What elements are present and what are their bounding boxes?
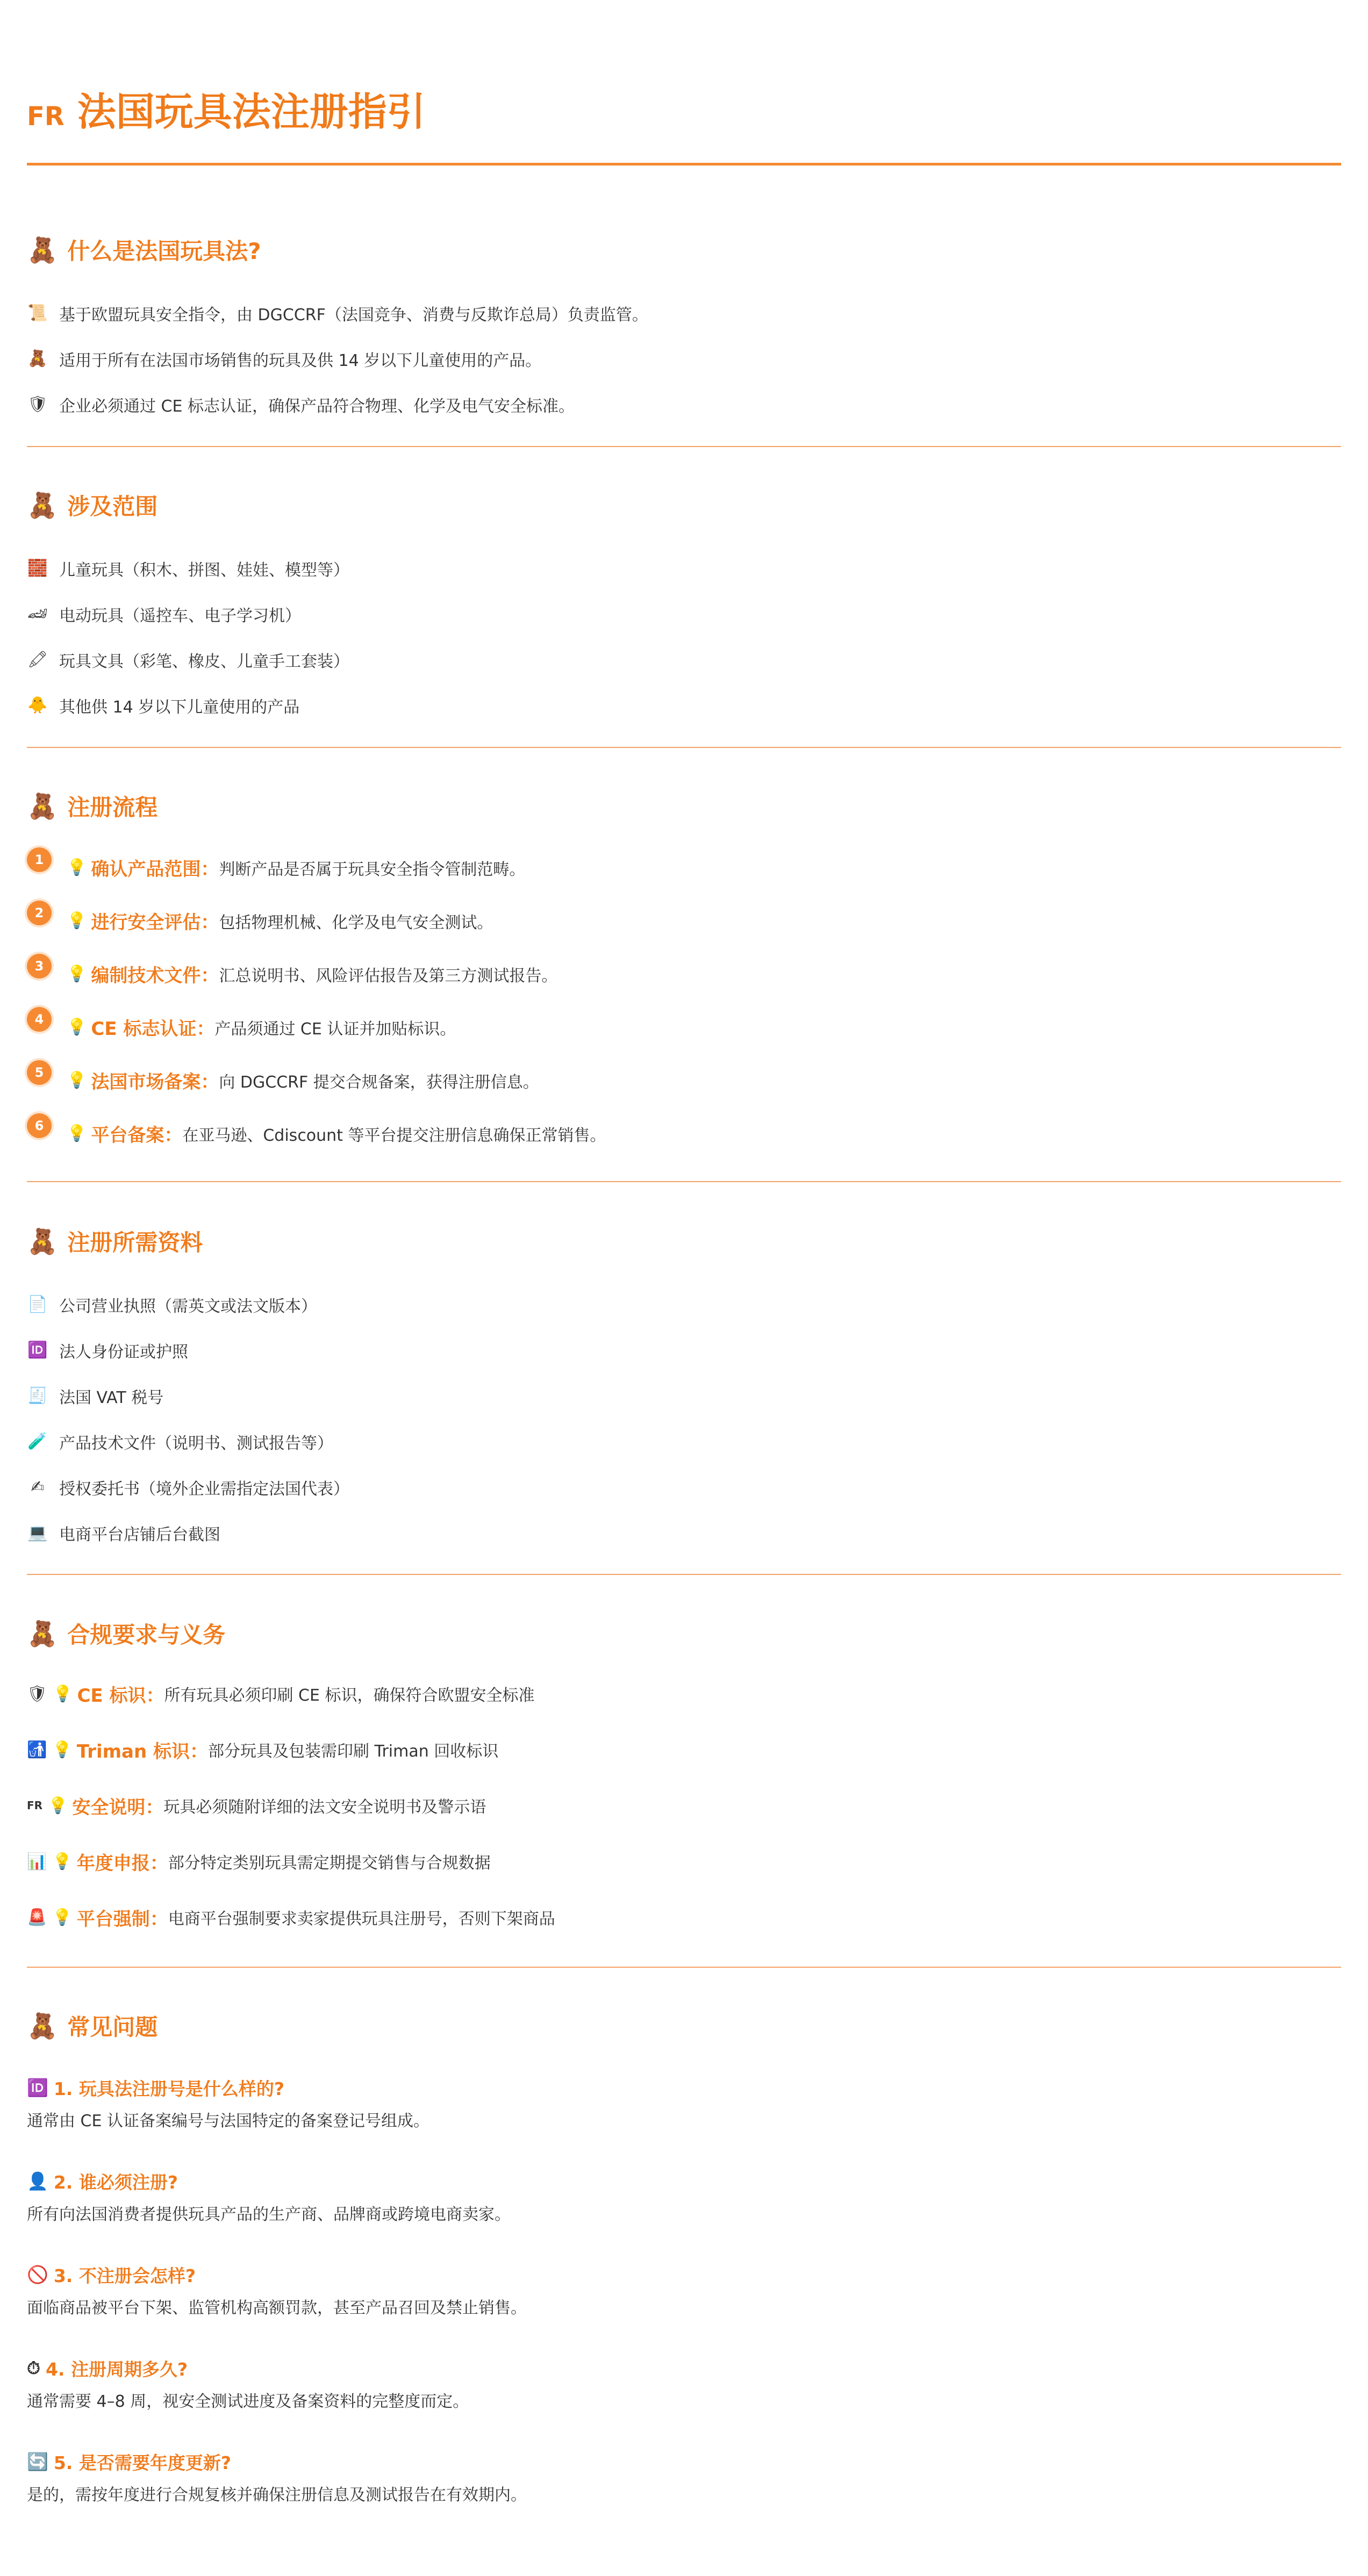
section-process bbox=[27, 787, 1341, 1160]
faq-answer: 是的，需按年度进行合规复核并确保注册信息及测试报告在有效期内。 bbox=[27, 2486, 527, 2505]
faq-item bbox=[27, 2352, 1341, 2415]
light-bulb-icon: 💡 bbox=[67, 858, 87, 877]
list-item-text: 基于欧盟玩具安全指令，由 DGCCRF（法国竞争、消费与反欺诈总局）负责监管。 bbox=[59, 305, 648, 325]
step-label: CE 标志认证： bbox=[91, 1018, 215, 1040]
light-bulb-icon: 💡 bbox=[48, 1796, 68, 1815]
test-tube-icon: 🧪 bbox=[27, 1432, 48, 1451]
faq-answer: 所有向法国消费者提供玩具产品的生产商、品牌商或跨境电商卖家。 bbox=[27, 2205, 511, 2224]
list-item-text: 其他供 14 岁以下儿童使用的产品 bbox=[59, 697, 300, 717]
requirement-item bbox=[27, 1889, 1341, 1945]
step-number: 3 bbox=[27, 954, 52, 978]
crayon-icon: 🖍 bbox=[27, 650, 48, 669]
light-bulb-icon: 💡 bbox=[67, 965, 87, 983]
teddy-bear-icon: 🧸 bbox=[27, 791, 58, 821]
section-title: 注册流程 bbox=[67, 794, 158, 821]
faq-question bbox=[27, 2352, 1341, 2384]
step-text: 向 DGCCRF 提交合规备案，获得注册信息。 bbox=[219, 1073, 539, 1092]
shield-icon: 🛡 bbox=[27, 395, 48, 414]
refresh-icon: 🔄 bbox=[27, 2451, 48, 2472]
section-header bbox=[27, 1222, 1341, 1260]
list-item bbox=[27, 1327, 1341, 1373]
prohibited-icon: 🚫 bbox=[27, 2264, 48, 2285]
list-item bbox=[27, 545, 1341, 591]
list-item-text: 电动玩具（遥控车、电子学习机） bbox=[59, 606, 301, 625]
section-header bbox=[27, 231, 1341, 269]
title-divider bbox=[27, 163, 1341, 166]
section-title: 涉及范围 bbox=[67, 493, 158, 520]
page-header bbox=[27, 81, 426, 136]
list-item-text: 玩具文具（彩笔、橡皮、儿童手工套装） bbox=[59, 652, 349, 671]
step-number: 2 bbox=[27, 901, 52, 925]
list-item bbox=[27, 1373, 1341, 1419]
computer-icon: 💻 bbox=[27, 1523, 48, 1542]
list-item-text: 授权委托书（境外企业需指定法国代表） bbox=[59, 1479, 349, 1499]
step-text: 产品须通过 CE 认证并加贴标识。 bbox=[214, 1019, 456, 1039]
section-materials bbox=[27, 1222, 1341, 1556]
step-label: 编制技术文件： bbox=[91, 965, 219, 987]
list-item bbox=[27, 591, 1341, 637]
list-item bbox=[27, 1419, 1341, 1464]
light-bulb-icon: 💡 bbox=[67, 911, 87, 930]
list-item bbox=[27, 637, 1341, 682]
requirement-text: 部分玩具及包装需印刷 Triman 回收标识 bbox=[208, 1742, 499, 1761]
light-bulb-icon: 💡 bbox=[53, 1684, 73, 1703]
shield-icon: 🛡 bbox=[27, 1684, 48, 1703]
section-title: 什么是法国玩具法? bbox=[67, 238, 261, 264]
list-item bbox=[27, 1464, 1341, 1510]
section-header bbox=[27, 787, 1341, 825]
requirement-label: 安全说明： bbox=[72, 1796, 164, 1818]
faq-item bbox=[27, 2165, 1341, 2228]
step-label: 平台备案： bbox=[91, 1125, 183, 1146]
list-item bbox=[27, 382, 1341, 427]
faq-question bbox=[27, 2165, 1341, 2197]
requirement-label: 年度申报： bbox=[76, 1852, 168, 1874]
teddy-bear-icon: 🧸 bbox=[27, 349, 48, 368]
faq-answer: 通常需要 4–8 周，视安全测试进度及备案资料的完整度而定。 bbox=[27, 2392, 469, 2411]
section-title: 注册所需资料 bbox=[67, 1229, 203, 1256]
person-icon: 👤 bbox=[27, 2171, 48, 2191]
teddy-bear-icon: 🧸 bbox=[27, 2011, 58, 2040]
requirement-label: CE 标识： bbox=[77, 1685, 164, 1707]
recycle-sign-icon: 🚮 bbox=[27, 1740, 47, 1759]
document-icon: 📄 bbox=[27, 1295, 48, 1314]
faq-question-text: 2. 谁必须注册? bbox=[53, 2171, 178, 2193]
section-title: 常见问题 bbox=[67, 2014, 158, 2040]
requirement-item bbox=[27, 1833, 1341, 1889]
light-bulb-icon: 💡 bbox=[67, 1124, 87, 1143]
section-compliance bbox=[27, 1615, 1341, 1945]
flag-fr-icon: FR bbox=[27, 1799, 43, 1812]
faq-question bbox=[27, 2071, 1341, 2104]
list-item bbox=[27, 290, 1341, 336]
step-number: 4 bbox=[27, 1007, 52, 1032]
scroll-icon: 📜 bbox=[27, 304, 48, 322]
process-step bbox=[27, 1054, 1341, 1107]
requirement-text: 玩具必须随附详细的法文安全说明书及警示语 bbox=[163, 1798, 486, 1817]
list-item-text: 适用于所有在法国市场销售的玩具及供 14 岁以下儿童使用的产品。 bbox=[59, 351, 542, 370]
step-text: 在亚马逊、Cdiscount 等平台提交注册信息确保正常销售。 bbox=[182, 1126, 606, 1145]
list-item-text: 产品技术文件（说明书、测试报告等） bbox=[59, 1434, 333, 1453]
process-step bbox=[27, 894, 1341, 947]
light-bulb-icon: 💡 bbox=[52, 1740, 73, 1759]
faq-item bbox=[27, 2445, 1341, 2509]
section-divider bbox=[27, 747, 1341, 748]
teddy-bear-icon: 🧸 bbox=[27, 1618, 58, 1648]
requirement-label: 平台强制： bbox=[76, 1908, 168, 1930]
requirement-text: 电商平台强制要求卖家提供玩具注册号，否则下架商品 bbox=[168, 1910, 555, 1929]
step-label: 法国市场备案： bbox=[91, 1071, 219, 1093]
process-step bbox=[27, 841, 1341, 894]
light-bulb-icon: 💡 bbox=[52, 1908, 73, 1927]
light-bulb-icon: 💡 bbox=[67, 1071, 87, 1090]
section-divider bbox=[27, 1181, 1341, 1182]
faq-question-text: 5. 是否需要年度更新? bbox=[53, 2452, 231, 2473]
requirement-item bbox=[27, 1666, 1341, 1722]
requirement-text: 所有玩具必须印刷 CE 标识，确保符合欧盟安全标准 bbox=[164, 1686, 535, 1705]
list-item-text: 企业必须通过 CE 标志认证，确保产品符合物理、化学及电气安全标准。 bbox=[59, 397, 575, 416]
step-number: 5 bbox=[27, 1060, 52, 1085]
faq-question bbox=[27, 2445, 1341, 2478]
light-bulb-icon: 💡 bbox=[52, 1852, 73, 1871]
section-header bbox=[27, 1615, 1341, 1652]
faq-question-text: 1. 玩具法注册号是什么样的? bbox=[53, 2078, 284, 2099]
faq-item bbox=[27, 2258, 1341, 2322]
faq-question-text: 3. 不注册会怎样? bbox=[53, 2265, 196, 2286]
process-step bbox=[27, 1107, 1341, 1160]
step-text: 判断产品是否属于玩具安全指令管制范畴。 bbox=[219, 860, 526, 879]
baby-chick-icon: 🐥 bbox=[27, 696, 48, 715]
id-badge-icon: 🆔 bbox=[27, 2077, 48, 2098]
step-label: 确认产品范围： bbox=[91, 859, 219, 880]
list-item bbox=[27, 1282, 1341, 1327]
siren-icon: 🚨 bbox=[27, 1908, 47, 1927]
list-item-text: 公司营业执照（需英文或法文版本） bbox=[59, 1297, 317, 1316]
section-faq bbox=[27, 2007, 1341, 2539]
section-divider bbox=[27, 1967, 1341, 1968]
list-item-text: 法国 VAT 税号 bbox=[59, 1388, 164, 1407]
teddy-bear-icon: 🧸 bbox=[27, 235, 58, 264]
requirement-item bbox=[27, 1722, 1341, 1778]
section-scope bbox=[27, 486, 1341, 728]
section-header bbox=[27, 2007, 1341, 2045]
signature-icon: ✍ bbox=[31, 1478, 45, 1496]
stopwatch-icon: ⏱ bbox=[27, 2357, 40, 2378]
section-title: 合规要求与义务 bbox=[67, 1622, 226, 1648]
section-divider bbox=[27, 446, 1341, 447]
step-number: 6 bbox=[27, 1113, 52, 1138]
step-number: 1 bbox=[27, 847, 52, 872]
faq-item bbox=[27, 2071, 1341, 2135]
process-step bbox=[27, 1001, 1341, 1054]
bricks-icon: 🧱 bbox=[27, 559, 48, 578]
list-item bbox=[27, 682, 1341, 728]
teddy-bear-icon: 🧸 bbox=[27, 490, 58, 520]
faq-question-text: 4. 注册周期多久? bbox=[45, 2358, 188, 2380]
requirement-label: Triman 标识： bbox=[76, 1740, 209, 1762]
requirement-item bbox=[27, 1778, 1341, 1833]
receipt-icon: 🧾 bbox=[27, 1386, 48, 1405]
section-what bbox=[27, 231, 1341, 427]
requirement-text: 部分特定类别玩具需定期提交销售与合规数据 bbox=[168, 1854, 491, 1873]
step-label: 进行安全评估： bbox=[91, 912, 219, 933]
faq-answer: 通常由 CE 认证备案编号与法国特定的备案登记号组成。 bbox=[27, 2112, 429, 2131]
race-car-icon: 🏎 bbox=[27, 605, 48, 623]
section-divider bbox=[27, 1574, 1341, 1575]
flag-fr-icon: FR bbox=[27, 102, 65, 132]
bar-chart-icon: 📊 bbox=[27, 1852, 47, 1871]
teddy-bear-icon: 🧸 bbox=[27, 1226, 58, 1256]
id-card-icon: 🆔 bbox=[27, 1341, 48, 1359]
list-item-text: 儿童玩具（积木、拼图、娃娃、模型等） bbox=[59, 560, 349, 580]
light-bulb-icon: 💡 bbox=[67, 1018, 87, 1037]
faq-answer: 面临商品被平台下架、监管机构高额罚款，甚至产品召回及禁止销售。 bbox=[27, 2299, 527, 2318]
process-step bbox=[27, 947, 1341, 1001]
step-text: 汇总说明书、风险评估报告及第三方测试报告。 bbox=[219, 966, 558, 985]
step-text: 包括物理机械、化学及电气安全测试。 bbox=[219, 913, 493, 932]
list-item-text: 电商平台店铺后台截图 bbox=[59, 1525, 220, 1544]
page-title: 法国玩具法注册指引 bbox=[77, 89, 426, 134]
list-item bbox=[27, 1510, 1341, 1556]
faq-question bbox=[27, 2258, 1341, 2291]
list-item bbox=[27, 336, 1341, 382]
section-header bbox=[27, 486, 1341, 524]
list-item-text: 法人身份证或护照 bbox=[59, 1342, 188, 1362]
